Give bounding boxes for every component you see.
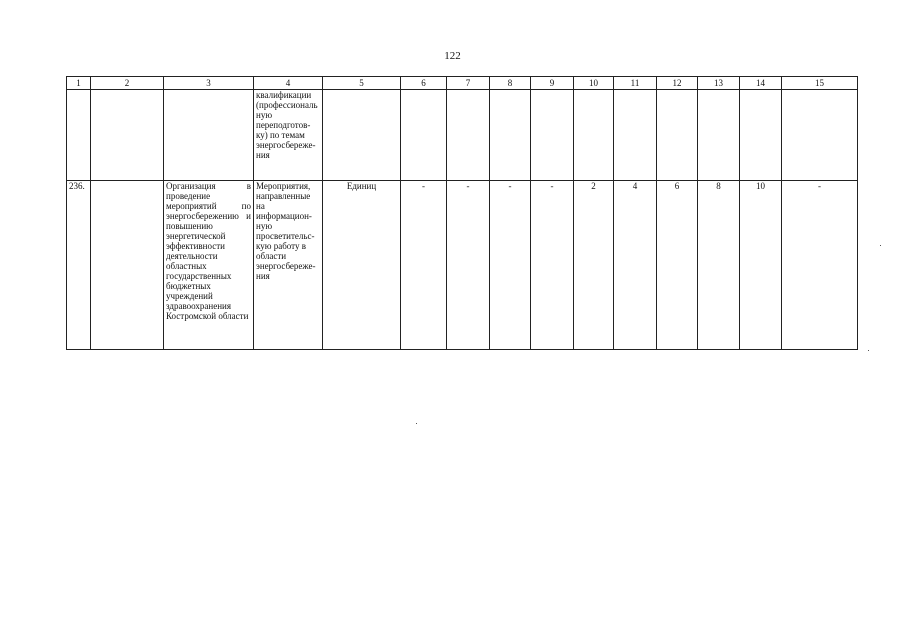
column-header: 1 <box>67 77 91 90</box>
column-header: 10 <box>574 77 614 90</box>
table-cell: квалификации (профессиональ ную переподготов- ку) по темам энергосбереже- ния <box>254 90 323 181</box>
table-cell <box>782 90 858 181</box>
value-cell: 10 <box>740 181 782 350</box>
table-cell <box>531 90 574 181</box>
table-cell <box>740 90 782 181</box>
value-cell: - <box>447 181 490 350</box>
table-cell <box>614 90 657 181</box>
table-row <box>67 90 858 181</box>
table-cell <box>67 90 91 181</box>
column-header: 6 <box>401 77 447 90</box>
table-cell <box>164 90 254 181</box>
table-cell <box>91 181 164 350</box>
indicator-cell: Мероприятия, направленные на информацион-ную просветительс-кую работу в области энергосбереже-ния <box>254 181 323 350</box>
column-header: 13 <box>698 77 740 90</box>
unit-cell: Единиц <box>323 181 401 350</box>
table-cell <box>91 90 164 181</box>
table-cell <box>574 90 614 181</box>
header-row <box>67 77 858 90</box>
table-row <box>67 181 858 350</box>
table-cell <box>447 90 490 181</box>
column-header: 4 <box>254 77 323 90</box>
column-header: 12 <box>657 77 698 90</box>
column-header: 7 <box>447 77 490 90</box>
value-cell: 8 <box>698 181 740 350</box>
column-header: 9 <box>531 77 574 90</box>
value-cell: - <box>490 181 531 350</box>
column-header: 8 <box>490 77 531 90</box>
column-header: 11 <box>614 77 657 90</box>
event-name-cell: Организация в проведение мероприятий по энергосбережению и повышению энергетической эффективности деятельности областных государственных бюджетных учреждений здравоохранения Костромской области <box>164 181 254 350</box>
table-cell <box>323 90 401 181</box>
table-cell <box>657 90 698 181</box>
table-cell <box>490 90 531 181</box>
column-header: 15 <box>782 77 858 90</box>
value-cell: - <box>782 181 858 350</box>
page-number: 122 <box>444 50 461 62</box>
column-header: 5 <box>323 77 401 90</box>
value-cell: 2 <box>574 181 614 350</box>
row-number: 236. <box>67 181 91 350</box>
data-table <box>66 76 858 350</box>
scan-speck <box>868 350 869 351</box>
column-header: 3 <box>164 77 254 90</box>
value-cell: - <box>401 181 447 350</box>
column-header: 2 <box>91 77 164 90</box>
scan-speck <box>880 245 881 246</box>
column-header: 14 <box>740 77 782 90</box>
table-cell <box>401 90 447 181</box>
value-cell: 6 <box>657 181 698 350</box>
value-cell: 4 <box>614 181 657 350</box>
value-cell: - <box>531 181 574 350</box>
table-cell <box>698 90 740 181</box>
scan-speck <box>416 423 417 424</box>
